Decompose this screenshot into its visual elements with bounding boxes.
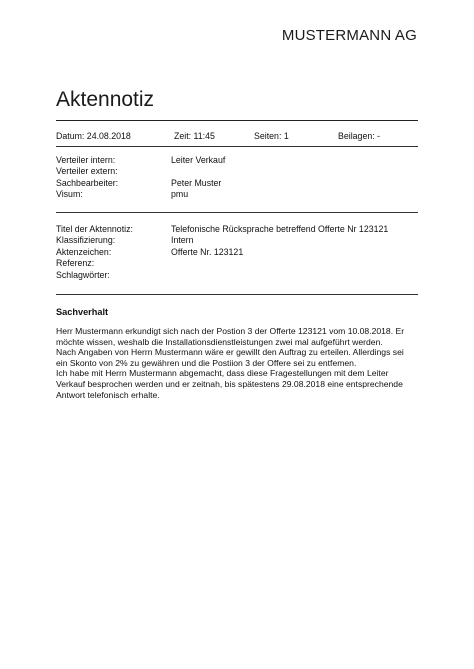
details-row <box>56 247 418 258</box>
field-value: Intern <box>171 235 194 246</box>
body-line: Antwort telefonisch erhalte. <box>56 389 160 400</box>
company-name: MUSTERMANN AG <box>281 27 417 44</box>
distribution-row <box>56 189 418 200</box>
divider-distribution <box>56 212 418 213</box>
meta-attachments: Beilagen: - <box>338 131 381 141</box>
field-label: Referenz: <box>56 258 95 269</box>
body-line: ein Skonto von 2% zu gewähren und die Postiion 3 der Offere sei zu entfemen. <box>56 357 357 368</box>
body-line: möchte wissen, weshalb die Installationsdienstleistungen zwei mal aufgeführt werden. <box>56 336 383 347</box>
details-row <box>56 235 418 246</box>
field-label: Klassifizierung: <box>56 235 116 246</box>
field-label: Schlagwörter: <box>56 269 110 280</box>
divider-details <box>56 294 418 295</box>
divider-top <box>56 120 418 121</box>
meta-date: Datum: 24.08.2018 <box>56 131 131 141</box>
field-label: Aktenzeichen: <box>56 246 112 257</box>
meta-pages: Seiten: 1 <box>254 131 289 141</box>
field-value: pmu <box>171 189 189 200</box>
field-value: Leiter Verkauf <box>171 155 226 165</box>
details-row <box>56 258 418 269</box>
meta-row <box>56 131 418 145</box>
field-label: Verteiler intern: <box>56 155 116 165</box>
field-label: Sachbearbeiter: <box>56 177 119 188</box>
distribution-row <box>56 178 418 189</box>
divider-meta <box>56 146 418 147</box>
field-label: Visum: <box>56 189 83 200</box>
field-label: Titel der Aktennotiz: <box>56 224 133 234</box>
body-line: Verkauf besprochen werden und er zeitnah, bis spätestens 29.08.2018 eine entsprechende <box>56 378 403 389</box>
meta-time: Zeit: 11:45 <box>174 131 215 141</box>
document-title: Aktennotiz <box>56 88 155 111</box>
field-value: Telefonische Rücksprache betreffend Offerte Nr 123121 <box>171 224 389 234</box>
field-value: Peter Muster <box>171 177 222 188</box>
body-line: Nach Angaben von Herrn Mustermann wäre er gewillt den Auftrag zu erteilen. Allerdings sei <box>56 347 404 358</box>
section-heading: Sachverhalt <box>56 307 109 317</box>
distribution-row <box>56 155 418 166</box>
section-body <box>56 326 422 400</box>
field-label: Verteiler extern: <box>56 166 118 177</box>
details-block <box>56 224 418 281</box>
field-value: Offerte Nr. 123121 <box>171 246 244 257</box>
body-line: Ich habe mit Herrn Mustermann abgemacht, dass diese Fragestellungen mit dem Leiter <box>56 368 389 379</box>
details-row <box>56 224 418 235</box>
details-row <box>56 270 418 281</box>
body-line: Herr Mustermann erkundigt sich nach der Postion 3 der Offerte 123121 vom 10.08.2018. Er <box>56 326 405 336</box>
distribution-row <box>56 166 418 177</box>
distribution-block <box>56 155 418 201</box>
